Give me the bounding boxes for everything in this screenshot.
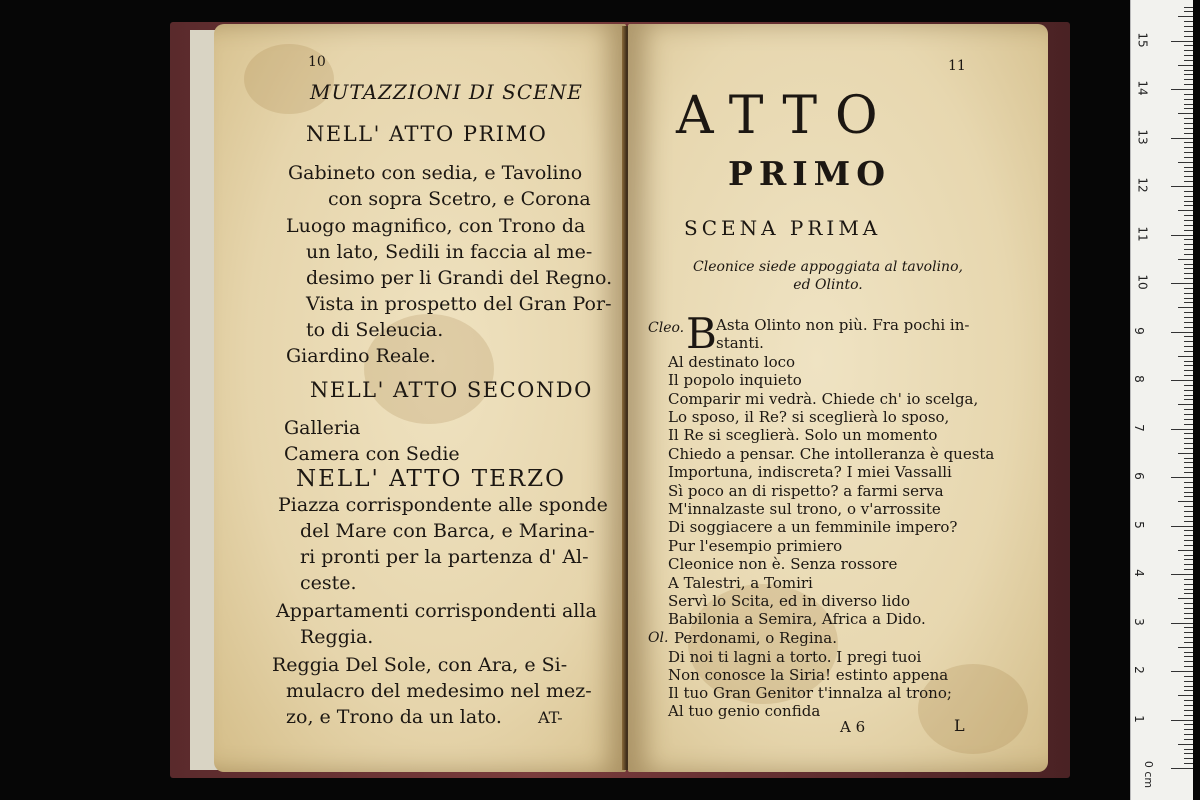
- ruler-tick: [1184, 555, 1193, 556]
- ruler-tick: [1184, 142, 1193, 143]
- scene-line: zo, e Trono da un lato.: [286, 706, 502, 728]
- ruler-tick: [1184, 327, 1193, 328]
- ruler-tick: [1184, 758, 1193, 759]
- ruler-tick: [1184, 375, 1193, 376]
- ruler-number: 15: [1135, 31, 1150, 48]
- scene-line: to di Seleucia.: [306, 319, 444, 341]
- ruler-tick: [1184, 273, 1193, 274]
- catchword: AT-: [538, 708, 563, 727]
- ruler-tick: [1184, 45, 1193, 46]
- ruler-tick: [1171, 41, 1193, 42]
- ruler-tick: [1184, 652, 1193, 653]
- ruler-tick: [1184, 589, 1193, 590]
- scene-line: Vista in prospetto del Gran Por-: [306, 293, 612, 315]
- ruler-tick: [1178, 695, 1193, 696]
- ruler-tick: [1184, 147, 1193, 148]
- drop-cap: B: [686, 309, 717, 358]
- scene-line: Giardino Reale.: [286, 345, 436, 367]
- ruler-tick: [1184, 676, 1193, 677]
- ruler-tick: [1178, 162, 1193, 163]
- scene-heading: SCENA PRIMA: [684, 216, 882, 240]
- act3-heading: NELL' ATTO TERZO: [296, 466, 567, 492]
- ruler-tick: [1184, 535, 1193, 536]
- ruler-tick: [1184, 637, 1193, 638]
- ruler-tick: [1184, 181, 1193, 182]
- verse-line: Lo sposo, il Re? si sceglierà lo sposo,: [668, 408, 950, 426]
- left-page: [214, 24, 626, 772]
- verse-line: Cleonice non è. Senza rossore: [668, 555, 898, 573]
- ruler-tick: [1184, 341, 1193, 342]
- ruler-tick: [1171, 671, 1193, 672]
- ruler-tick: [1184, 298, 1193, 299]
- ruler-tick: [1184, 496, 1193, 497]
- ruler-tick: [1171, 283, 1193, 284]
- ruler-tick: [1184, 661, 1193, 662]
- scene-line: ceste.: [300, 572, 357, 594]
- ruler-tick: [1171, 380, 1193, 381]
- act2-heading: NELL' ATTO SECONDO: [310, 378, 593, 402]
- ruler-tick: [1184, 79, 1193, 80]
- ruler-tick: [1184, 390, 1193, 391]
- ruler-tick: [1184, 196, 1193, 197]
- page-number: 10: [308, 54, 326, 70]
- ruler-number: 2: [1131, 666, 1146, 674]
- ruler-tick: [1178, 598, 1193, 599]
- ruler-tick: [1184, 530, 1193, 531]
- ruler-tick: [1184, 564, 1193, 565]
- verse-line: Servì lo Scita, ed in diverso lido: [668, 592, 911, 610]
- ruler-tick: [1184, 167, 1193, 168]
- ruler-number: 9: [1131, 326, 1146, 335]
- act-subtitle: PRIMO: [728, 154, 891, 193]
- ruler-tick: [1178, 356, 1193, 357]
- scene-line: del Mare con Barca, e Marina-: [300, 520, 595, 542]
- scene-line: un lato, Sedili in faccia al me-: [306, 241, 593, 263]
- ruler-tick: [1184, 293, 1193, 294]
- ruler-tick: [1184, 715, 1193, 716]
- ruler-number: 14: [1135, 80, 1150, 96]
- ruler-tick: [1184, 133, 1193, 134]
- ruler-tick: [1184, 584, 1193, 585]
- ruler-tick: [1184, 152, 1193, 153]
- ruler-tick: [1184, 506, 1193, 507]
- ruler-tick: [1184, 346, 1193, 347]
- ruler-tick: [1178, 65, 1193, 66]
- ruler-tick: [1171, 574, 1193, 575]
- verse-line: Importuna, indiscreta? I miei Vassalli: [668, 463, 952, 481]
- ruler-tick: [1184, 540, 1193, 541]
- ruler-tick: [1184, 409, 1193, 410]
- ruler-number: 3: [1131, 617, 1146, 626]
- ruler-tick: [1184, 74, 1193, 75]
- ruler-tick: [1184, 632, 1193, 633]
- ruler-tick: [1184, 593, 1193, 594]
- ruler-tick: [1184, 278, 1193, 279]
- scene-line: mulacro del medesimo nel mez-: [286, 680, 592, 702]
- ruler-tick: [1184, 55, 1193, 56]
- ruler-tick: [1184, 171, 1193, 172]
- ruler-tick: [1184, 686, 1193, 687]
- ruler-tick: [1178, 259, 1193, 260]
- ruler-tick: [1184, 458, 1193, 459]
- ruler-tick: [1178, 307, 1193, 308]
- ruler-tick: [1184, 705, 1193, 706]
- ruler-tick: [1184, 569, 1193, 570]
- ruler-tick: [1184, 26, 1193, 27]
- verse-line: A Talestri, a Tomiri: [668, 574, 813, 592]
- ruler-number: 12: [1135, 177, 1150, 193]
- ruler-number: 13: [1135, 128, 1150, 145]
- verse-line: Di noi ti lagni a torto. I pregi tuoi: [668, 648, 922, 666]
- ruler-tick: [1178, 501, 1193, 502]
- ruler-tick: [1184, 559, 1193, 560]
- verse-line: Babilonia a Semira, Africa a Dido.: [668, 610, 926, 628]
- ruler-tick: [1184, 681, 1193, 682]
- verse-line: Chiedo a pensar. Che intolleranza è questa: [668, 445, 995, 463]
- ruler-tick: [1184, 545, 1193, 546]
- ruler-tick: [1184, 361, 1193, 362]
- ruler-tick: [1171, 186, 1193, 187]
- ruler-tick: [1184, 365, 1193, 366]
- ruler-tick: [1178, 113, 1193, 114]
- ruler-tick: [1184, 734, 1193, 735]
- stage-direction: [668, 258, 988, 294]
- ruler-tick: [1184, 516, 1193, 517]
- ruler-number: 5: [1131, 520, 1146, 529]
- ruler-tick: [1184, 710, 1193, 711]
- ruler-tick: [1184, 118, 1193, 119]
- ruler-tick: [1184, 84, 1193, 85]
- measurement-ruler: [1130, 0, 1193, 800]
- ruler-tick: [1184, 336, 1193, 337]
- ruler-tick: [1184, 36, 1193, 37]
- scene-line: Camera con Sedie: [284, 443, 460, 465]
- catchword: L: [954, 716, 965, 735]
- ruler-tick: [1184, 322, 1193, 323]
- ruler-tick: [1184, 201, 1193, 202]
- ruler-tick: [1184, 50, 1193, 51]
- ruler-tick: [1184, 443, 1193, 444]
- ruler-tick: [1184, 627, 1193, 628]
- page-header: MUTAZZIONI DI SCENE: [310, 80, 583, 104]
- act1-heading: NELL' ATTO PRIMO: [306, 122, 548, 146]
- ruler-tick: [1171, 526, 1193, 527]
- ruler-tick: [1178, 647, 1193, 648]
- ruler-tick: [1184, 239, 1193, 240]
- ruler-unit-label: 0 cm: [1142, 760, 1156, 789]
- ruler-tick: [1184, 399, 1193, 400]
- verse-line: Non conosce la Siria! estinto appena: [668, 666, 949, 684]
- ruler-tick: [1184, 288, 1193, 289]
- scene-line: Luogo magnifico, con Trono da: [286, 215, 586, 237]
- ruler-tick: [1171, 623, 1193, 624]
- ruler-number: 1: [1131, 714, 1146, 723]
- verse-line: Pur l'esempio primiero: [668, 537, 843, 555]
- ruler-tick: [1184, 414, 1193, 415]
- ruler-tick: [1184, 385, 1193, 386]
- ruler-tick: [1184, 666, 1193, 667]
- ruler-tick: [1184, 729, 1193, 730]
- ruler-tick: [1171, 332, 1193, 333]
- ruler-tick: [1184, 467, 1193, 468]
- ruler-tick: [1184, 268, 1193, 269]
- ruler-tick: [1184, 753, 1193, 754]
- ruler-tick: [1178, 744, 1193, 745]
- ruler-tick: [1184, 690, 1193, 691]
- ruler-tick: [1184, 642, 1193, 643]
- scene-line: desimo per li Grandi del Regno.: [306, 267, 613, 289]
- ruler-tick: [1184, 302, 1193, 303]
- ruler-tick: [1184, 448, 1193, 449]
- speaker-label: Cleo.: [648, 320, 685, 336]
- ruler-tick: [1184, 618, 1193, 619]
- ruler-tick: [1178, 210, 1193, 211]
- verse-line: Asta Olinto non più. Fra pochi in-: [716, 316, 970, 334]
- right-page: [628, 24, 1048, 772]
- ruler-tick: [1171, 89, 1193, 90]
- verse-line: stanti.: [716, 334, 764, 352]
- ruler-tick: [1184, 511, 1193, 512]
- ruler-tick: [1184, 21, 1193, 22]
- verse-line: Al tuo genio confida: [668, 702, 821, 720]
- ruler-tick: [1178, 453, 1193, 454]
- ruler-tick: [1184, 739, 1193, 740]
- ruler-tick: [1171, 235, 1193, 236]
- ruler-number: 6: [1131, 472, 1146, 480]
- speaker-label: Ol.: [648, 630, 669, 646]
- ruler-tick: [1184, 317, 1193, 318]
- ruler-tick: [1184, 492, 1193, 493]
- ruler-tick: [1184, 128, 1193, 129]
- ruler-tick: [1184, 230, 1193, 231]
- ruler-tick: [1184, 603, 1193, 604]
- ruler-tick: [1184, 123, 1193, 124]
- ruler-tick: [1184, 656, 1193, 657]
- scene-line: Piazza corrispondente alle sponde: [278, 494, 608, 516]
- ruler-tick: [1171, 477, 1193, 478]
- verse-line: Il tuo Gran Genitor t'innalza al trono;: [668, 684, 952, 702]
- scene-line: Reggia.: [300, 626, 374, 648]
- ruler-tick: [1184, 191, 1193, 192]
- ruler-tick: [1184, 724, 1193, 725]
- scene-line: Gabineto con sedia, e Tavolino: [288, 162, 583, 184]
- verse-line: Di soggiacere a un femminile impero?: [668, 518, 958, 536]
- ruler-tick: [1184, 482, 1193, 483]
- ruler-tick: [1184, 94, 1193, 95]
- act-title: ATTO: [676, 86, 896, 146]
- verse-line: Comparir mi vedrà. Chiede ch' io scelga,: [668, 390, 979, 408]
- scene-line: ri pronti per la partenza d' Al-: [300, 546, 589, 568]
- ruler-tick: [1184, 608, 1193, 609]
- stage-direction-line: ed Olinto.: [793, 277, 863, 293]
- ruler-tick: [1184, 7, 1193, 8]
- ruler-tick: [1184, 521, 1193, 522]
- scene-line: Reggia Del Sole, con Ara, e Si-: [272, 654, 568, 676]
- ruler-tick: [1184, 205, 1193, 206]
- ruler-tick: [1184, 438, 1193, 439]
- ruler-tick: [1184, 424, 1193, 425]
- verse-line: M'innalzaste sul trono, o v'arrossite: [668, 500, 941, 518]
- ruler-tick: [1171, 768, 1193, 769]
- ruler-tick: [1178, 550, 1193, 551]
- ruler-tick: [1184, 264, 1193, 265]
- ruler-tick: [1171, 138, 1193, 139]
- ruler-tick: [1178, 16, 1193, 17]
- ruler-tick: [1184, 312, 1193, 313]
- ruler-tick: [1184, 244, 1193, 245]
- ruler-tick: [1184, 462, 1193, 463]
- ruler-tick: [1184, 487, 1193, 488]
- ruler-number: 7: [1131, 423, 1146, 432]
- ruler-number: 8: [1131, 375, 1146, 383]
- page-number: 11: [948, 58, 966, 74]
- ruler-tick: [1184, 220, 1193, 221]
- verse-line: Perdonami, o Regina.: [674, 629, 838, 647]
- ruler-tick: [1184, 579, 1193, 580]
- ruler-tick: [1184, 176, 1193, 177]
- scene-line: Appartamenti corrispondenti alla: [276, 600, 597, 622]
- ruler-tick: [1184, 613, 1193, 614]
- ruler-tick: [1178, 404, 1193, 405]
- ruler-tick: [1184, 419, 1193, 420]
- ruler-tick: [1184, 215, 1193, 216]
- verse-line: Al destinato loco: [668, 353, 796, 371]
- ruler-number: 4: [1131, 569, 1146, 577]
- ruler-tick: [1184, 749, 1193, 750]
- scene-line: con sopra Scetro, e Corona: [328, 188, 591, 210]
- ruler-number: 11: [1135, 225, 1150, 242]
- ruler-tick: [1171, 429, 1193, 430]
- ruler-tick: [1184, 472, 1193, 473]
- signature-mark: A 6: [840, 718, 866, 736]
- ruler-tick: [1184, 99, 1193, 100]
- ruler-tick: [1184, 104, 1193, 105]
- ruler-tick: [1184, 395, 1193, 396]
- ruler-tick: [1184, 351, 1193, 352]
- ruler-tick: [1184, 31, 1193, 32]
- verse-line: Il popolo inquieto: [668, 371, 802, 389]
- ruler-tick: [1184, 225, 1193, 226]
- ruler-tick: [1184, 700, 1193, 701]
- ruler-tick: [1184, 11, 1193, 12]
- verse-line: Sì poco an di rispetto? a farmi serva: [668, 482, 944, 500]
- scene-line: Galleria: [284, 417, 361, 439]
- ruler-tick: [1184, 108, 1193, 109]
- ruler-tick: [1171, 720, 1193, 721]
- verse-line: Il Re si sceglierà. Solo un momento: [668, 426, 938, 444]
- ruler-tick: [1184, 249, 1193, 250]
- ruler-tick: [1184, 433, 1193, 434]
- ruler-number: 10: [1135, 274, 1150, 290]
- ruler-tick: [1184, 60, 1193, 61]
- ruler-tick: [1184, 370, 1193, 371]
- stage-direction-line: Cleonice siede appoggiata al tavolino,: [693, 259, 963, 275]
- ruler-tick: [1184, 70, 1193, 71]
- ruler-tick: [1184, 157, 1193, 158]
- ruler-tick: [1184, 763, 1193, 764]
- ruler-tick: [1184, 254, 1193, 255]
